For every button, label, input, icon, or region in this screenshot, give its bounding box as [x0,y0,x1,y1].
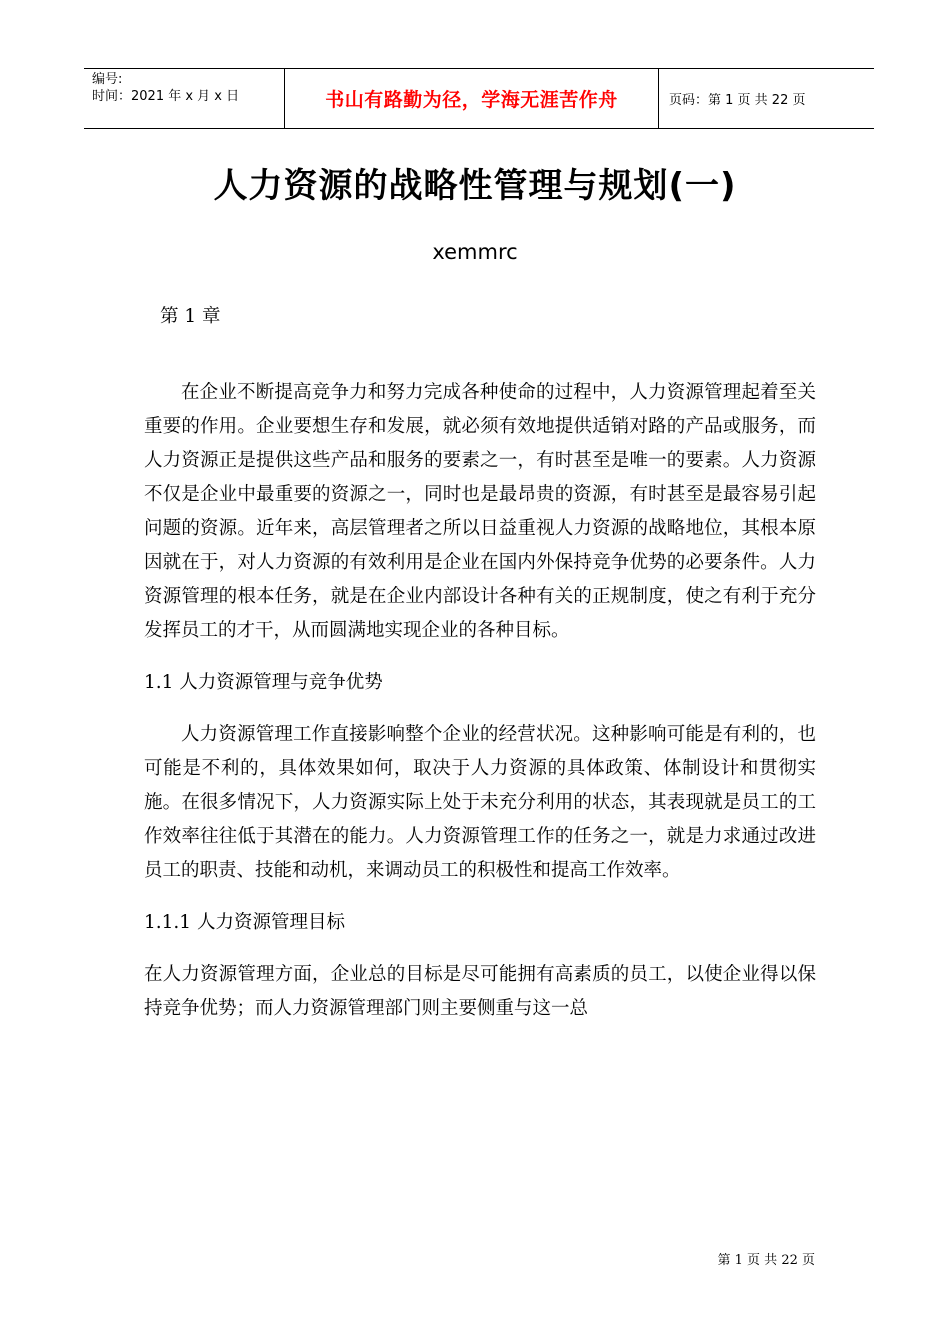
header-meta [84,69,285,128]
document-body [144,300,816,1044]
header-page-info: 页码：第 1 页 共 22 页 [669,93,806,108]
header-motto: 书山有路勤为径，学海无涯苦作舟 [285,69,659,128]
paragraph-1-1-1: 在人力资源管理方面，企业总的目标是尽可能拥有高素质的员工，以使企业得以保持竞争优势；而人力资源管理部门则主要侧重与这一总 [144,964,816,1019]
chapter-label: 第 1 章 [160,306,221,327]
document-title: 人力资源的战略性管理与规划(一) [213,166,737,206]
paragraph-1-1: 人力资源管理工作直接影响整个企业的经营状况。这种影响可能是有利的，也可能是不利的，具体效果如何，取决于人力资源的具体政策、体制设计和贯彻实施。在很多情况下，人力资源实际上处于未充分利用的状态，其表现就是员工的工作效率往往低于其潜在的能力。人力资源管理工作的任务之一，就是力求通过改进员工的职责、技能和动机，来调动员工的积极性和提高工作效率。 [144,724,816,881]
section-heading-1-1: 1.1 人力资源管理与竞争优势 [144,672,383,693]
paragraph-intro: 在企业不断提高竞争力和努力完成各种使命的过程中，人力资源管理起着至关重要的作用。企业要想生存和发展，就必须有效地提供适销对路的产品或服务，而人力资源正是提供这些产品和服务的要素之一，有时甚至是唯一的要素。人力资源不仅是企业中最重要的资源之一，同时也是最昂贵的资源，有时甚至是最容易引起问题的资源。近年来，高层管理者之所以日益重视人力资源的战略地位，其根本原因就在于，对人力资源的有效利用是企业在国内外保持竞争优势的必要条件。人力资源管理的根本任务，就是在企业内部设计各种有关的正规制度，使之有利于充分发挥员工的才干，从而圆满地实现企业的各种目标。 [144,382,816,641]
section-heading-1-1-1: 1.1.1 人力资源管理目标 [144,912,345,933]
document-time-label: 时间：2021 年 x 月 x 日 [92,89,240,104]
document-number-label: 编号: [92,72,123,87]
page-footer: 第 1 页 共 22 页 [717,1253,815,1268]
page-header [84,68,874,129]
document-author: xemmrc [432,240,518,264]
